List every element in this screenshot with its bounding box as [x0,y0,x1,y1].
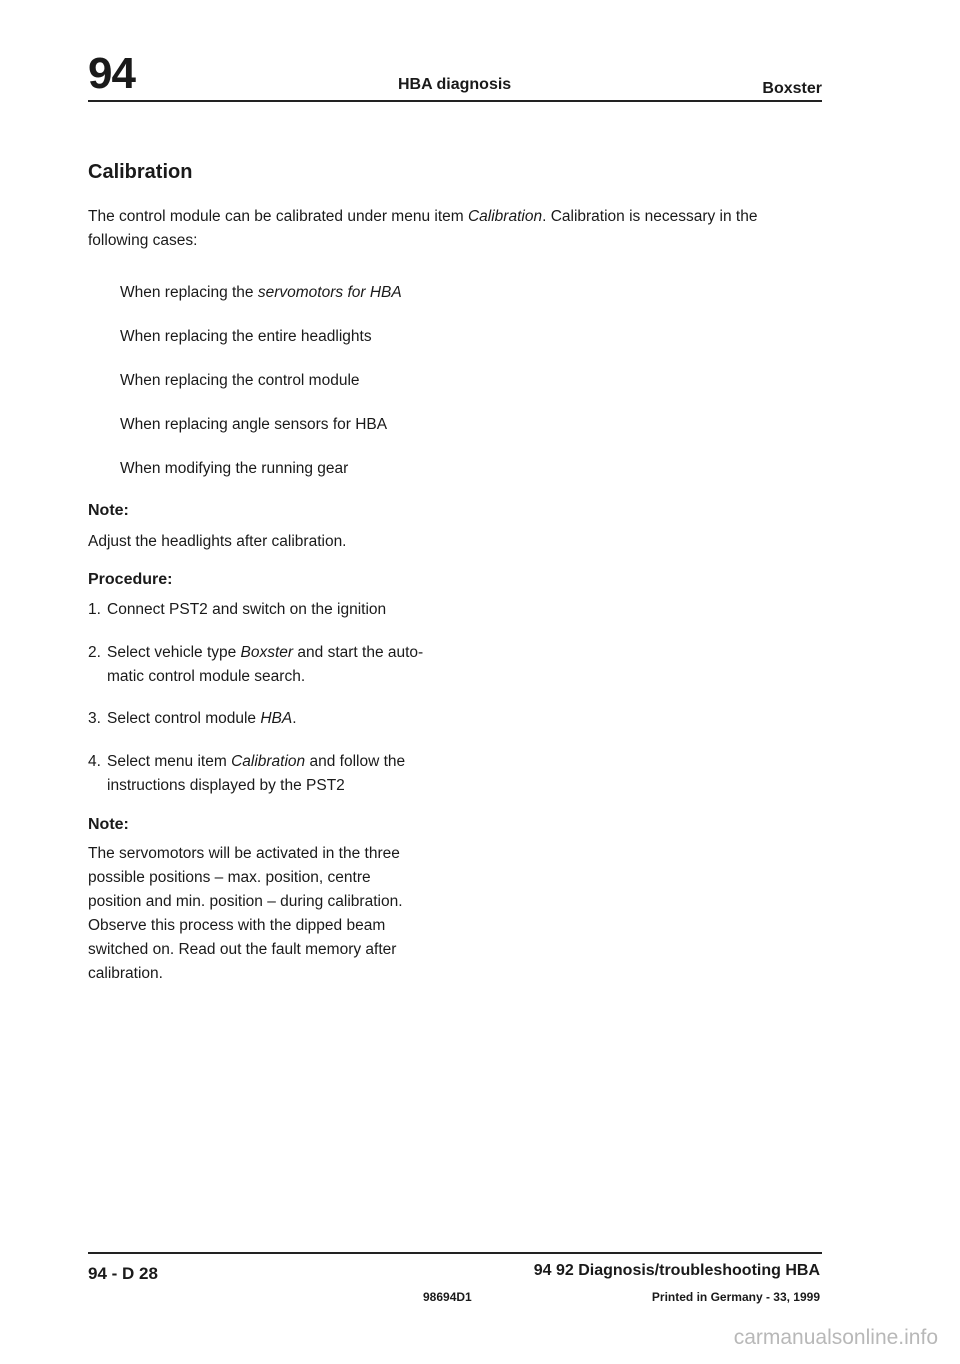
intro-text-1: The control module can be calibrated under menu item [88,208,468,225]
case-item-2: When replacing the entire headlights [120,328,372,345]
case-item-1: When replacing the servomotors for HBA [120,284,402,301]
note-text-2: The servomotors will be activated in the three possible positions – max. position, centre position and min. position – during calibration. Observe this process with the dipped beam switched on. Read out the fault memory after calibration. [88,845,403,982]
footer-rule [88,1252,822,1254]
watermark-text: carmanualsonline.info [733,1326,938,1349]
footer-page-number: 94 - D 28 [88,1264,158,1283]
footer-chapter-title: 94 92 Diagnosis/troubleshooting HBA [533,1262,820,1279]
header-model: Boxster [762,80,822,97]
intro-paragraph [88,205,808,253]
section-title: Calibration [88,161,193,183]
procedure-heading: Procedure: [88,571,173,588]
case-item-5: When modifying the running gear [120,460,349,477]
header-section-title: HBA diagnosis [398,76,512,93]
note-text-1: Adjust the headlights after calibration. [88,533,347,550]
intro-text-2: . Calibration is necessary in the following cases: [88,208,758,249]
note-heading-1: Note: [88,502,129,519]
footer-print-info: Printed in Germany - 33, 1999 [651,1290,820,1304]
procedure-step-2: 2. Select vehicle type Boxster and start the auto- matic control module search. [88,644,424,685]
note-heading-2: Note: [88,816,129,833]
header-rule [88,100,822,102]
footer-document-code: 98694D1 [423,1290,472,1304]
procedure-step-1: 1. Connect PST2 and switch on the ignition [88,601,387,618]
intro-menu-item: Calibration [467,208,543,225]
chapter-number: 94 [88,49,135,98]
procedure-step-4: 4. Select menu item Calibration and follow the instructions displayed by the PST2 [88,753,406,794]
case-item-4: When replacing angle sensors for HBA [120,416,388,433]
procedure-step-3: 3. Select control module HBA. [88,710,297,727]
case-item-3: When replacing the control module [120,372,360,389]
